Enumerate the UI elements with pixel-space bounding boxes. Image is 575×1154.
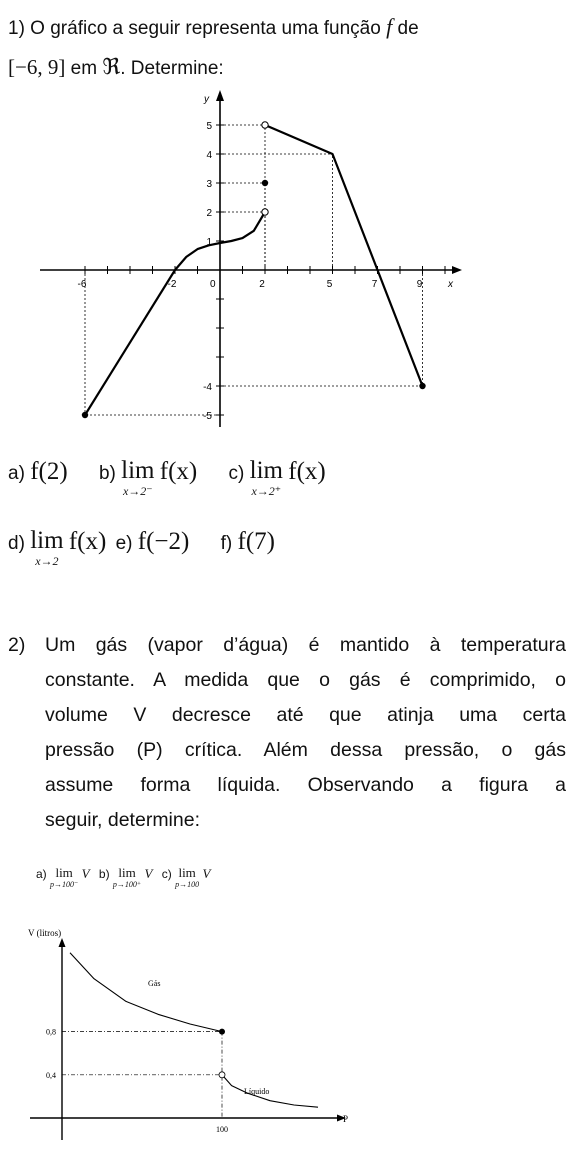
q2-item-a-label: a)	[36, 867, 47, 881]
v-axis-label: V (litros)	[28, 928, 62, 938]
q2-item-a	[36, 866, 90, 889]
lim-subscript: p→100	[175, 880, 200, 889]
item-c	[229, 458, 326, 497]
function-graph	[0, 82, 575, 432]
y-tick-label: 3	[206, 179, 212, 190]
question-2-statement	[8, 628, 566, 838]
x-tick-label: 9	[416, 279, 423, 290]
v-tick-label: 0,8	[46, 1027, 56, 1037]
x-axis-arrow	[452, 266, 462, 274]
curve-líquido	[222, 1075, 318, 1107]
question-2-line: volume V decresce até que atinja uma certa	[45, 704, 566, 726]
item-f-label: f)	[220, 533, 233, 554]
curve-gás	[70, 953, 222, 1032]
lim-subscript: x→2⁺	[251, 484, 282, 498]
y-axis-label: y	[204, 94, 209, 105]
lim-text: lim	[30, 527, 64, 554]
x-axis-label: x	[448, 279, 453, 290]
gas-annotation: Gás	[148, 979, 161, 988]
y-tick-label: -4	[203, 382, 212, 393]
item-f-expression: f(7)	[237, 528, 275, 555]
item-d-expression: f(x)	[68, 528, 107, 555]
item-c-expression: f(x)	[288, 458, 326, 485]
question-1-end: . Determine:	[120, 58, 224, 79]
item-b-limit	[121, 458, 154, 497]
lim-text: lim	[118, 865, 136, 880]
y-tick-label: -5	[203, 411, 212, 422]
item-d-label: d)	[8, 533, 25, 554]
y-axis-arrow	[216, 90, 224, 101]
item-c-limit	[250, 458, 283, 497]
q2-item-c-label: c)	[161, 867, 172, 881]
lim-text: lim	[55, 865, 73, 880]
q2-item-b-limit	[113, 866, 141, 889]
q2-item-b	[99, 866, 153, 889]
q2-item-c-limit	[175, 866, 199, 889]
question-1-de: de	[397, 18, 419, 39]
closed-point	[82, 412, 88, 418]
question-1-prefix: 1) O gráfico a seguir representa uma função	[8, 18, 381, 39]
q2-item-b-label: b)	[98, 867, 110, 881]
q2-item-c	[162, 866, 211, 889]
question-1-em: em	[70, 58, 98, 79]
v-tick-label: 0,4	[46, 1070, 56, 1080]
y-tick-label: 5	[206, 121, 212, 132]
p-axis-label: P	[343, 1114, 349, 1124]
question-1-items-row-1	[8, 458, 352, 497]
lim-subscript: x→2⁻	[122, 484, 153, 498]
lim-text: lim	[121, 457, 155, 484]
q2-item-a-limit	[50, 866, 78, 889]
x-tick-label: 2	[259, 279, 265, 290]
item-b-label: b)	[98, 463, 116, 484]
item-e-label: e)	[115, 533, 133, 554]
question-1-items-row-2	[8, 528, 301, 567]
q2-item-b-expression: V	[144, 866, 153, 881]
open-point	[262, 122, 268, 128]
item-d-limit	[30, 528, 63, 567]
x-tick-label: -6	[77, 279, 87, 290]
question-2-line: Um gás (vapor d’água) é mantido à temperatura	[45, 634, 566, 656]
graph-segment	[265, 125, 423, 386]
closed-point	[219, 1029, 225, 1035]
item-a-expression: f(2)	[30, 458, 68, 485]
item-a	[8, 458, 68, 486]
item-a-label: a)	[8, 463, 25, 484]
q2-item-a-expression: V	[81, 866, 90, 881]
item-b-expression: f(x)	[159, 458, 198, 485]
closed-point	[419, 383, 425, 389]
item-b	[99, 458, 197, 497]
item-c-label: c)	[228, 463, 245, 484]
question-2-body	[45, 628, 566, 838]
open-point	[219, 1072, 225, 1078]
question-2-items	[36, 866, 216, 889]
y-tick-label: 1	[206, 237, 212, 248]
question-2-line: constante. A medida que o gás é comprimido, o	[45, 669, 566, 691]
y-tick-label: 2	[206, 208, 212, 219]
q2-item-c-expression: V	[202, 866, 211, 881]
function-domain: [−6, 9]	[8, 55, 66, 79]
open-point	[262, 209, 268, 215]
lim-subscript: x→2	[35, 554, 59, 568]
question-2-number: 2)	[8, 634, 26, 656]
function-symbol: f	[386, 14, 393, 39]
x-tick-label: 7	[371, 279, 378, 290]
graph-segment	[85, 270, 175, 415]
volume-pressure-graph	[0, 918, 575, 1154]
lim-text: lim	[249, 457, 283, 484]
x-tick-label: 5	[326, 279, 333, 290]
item-e	[116, 528, 190, 556]
liquid-annotation: Líquido	[244, 1087, 270, 1096]
lim-text: lim	[178, 865, 196, 880]
y-tick-label: 4	[206, 150, 212, 161]
x-tick-label: 0	[210, 279, 216, 290]
question-1-statement	[8, 8, 568, 88]
x-tick-label: -2	[167, 279, 177, 290]
question-2-line: seguir, determine:	[45, 809, 201, 831]
p-tick-label: 100	[216, 1125, 228, 1134]
closed-point	[262, 180, 268, 186]
v-axis-arrow	[59, 938, 66, 947]
question-2-line: assume forma líquida. Observando a figura a	[45, 774, 566, 796]
lim-subscript: p→100⁺	[112, 880, 142, 889]
question-2-line: pressão (P) crítica. Além dessa pressão, o gás	[45, 739, 566, 761]
item-d	[8, 528, 106, 567]
item-f	[221, 528, 275, 556]
reals-symbol: ℜ	[102, 54, 121, 79]
lim-subscript: p→100⁻	[50, 880, 79, 889]
question-1-line-1	[8, 8, 568, 48]
item-e-expression: f(−2)	[137, 528, 190, 555]
